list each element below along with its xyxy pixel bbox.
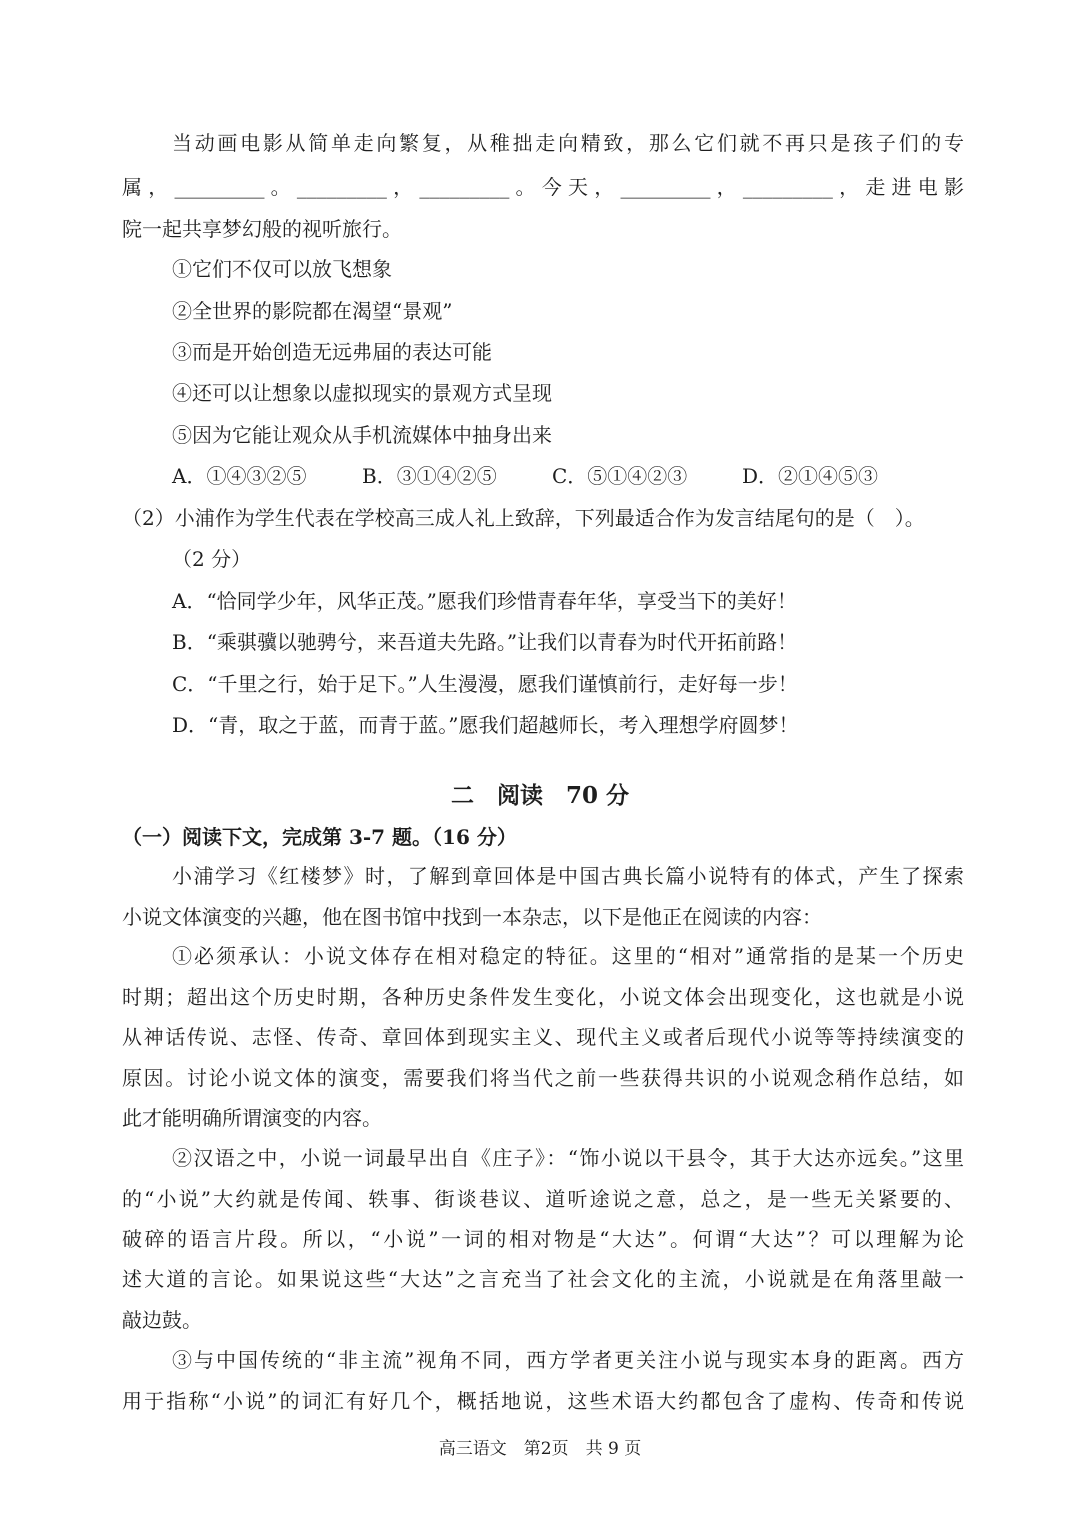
answer-choices — [172, 461, 932, 491]
paragraph-1-line: 时期；超出这个历史时期，各种历史条件发生变化，小说文体会出现变化，这也就是小说 — [122, 985, 964, 1009]
passage-intro-line: 小浦学习《红楼梦》时，了解到章回体是中国古典长篇小说特有的体式，产生了探索 — [172, 864, 964, 888]
fill-blank-line-1: 当动画电影从简单走向繁复，从稚拙走向精致，那么它们就不再只是孩子们的专 — [172, 131, 964, 155]
choice-b: B．③①④②⑤ — [362, 464, 497, 488]
sentence-option: ①它们不仅可以放飞想象 — [172, 257, 392, 281]
sentence-option: ④还可以让想象以虚拟现实的景观方式呈现 — [172, 381, 552, 405]
choice-a: A．①④③②⑤ — [172, 464, 307, 488]
paragraph-2-line: 述大道的言论。如果说这些“大达”之言充当了社会文化的主流，小说就是在角落里敲一 — [122, 1267, 964, 1291]
question-2-option: D．“青，取之于蓝，而青于蓝。”愿我们超越师长，考入理想学府圆梦！ — [172, 713, 799, 737]
paragraph-1-line: 原因。讨论小说文体的演变，需要我们将当代之前一些获得共识的小说观念稍作总结，如 — [122, 1066, 964, 1090]
question-2-score: （2 分） — [172, 547, 252, 571]
section-subtitle: （一）阅读下文，完成第 3-7 题。（16 分） — [122, 825, 517, 849]
fill-blank-line-3: 院一起共享梦幻般的视听旅行。 — [122, 217, 402, 241]
paragraph-2-line: 的“小说”大约就是传闻、轶事、街谈巷议、道听途说之意，总之，是一些无关紧要的、 — [122, 1187, 964, 1211]
choice-d: D．②①④⑤③ — [742, 464, 879, 488]
page-footer: 高三语文 第2页 共 9 页 — [438, 1439, 642, 1459]
paragraph-2-line: ②汉语之中，小说一词最早出自《庄子》：“饰小说以干县令，其于大达亦远矣。”这里 — [172, 1146, 964, 1170]
paragraph-2-line: 破碎的语言片段。所以，“小说”一词的相对物是“大达”。何谓“大达”？可以理解为论 — [122, 1227, 964, 1251]
section-title: 二 阅读 70 分 — [450, 782, 629, 809]
fill-blank-line-2: 属，_________。_________，_________。今天，_________，_________，走进电影 — [122, 175, 964, 199]
passage-intro-line: 小说文体演变的兴趣，他在图书馆中找到一本杂志，以下是他正在阅读的内容： — [122, 905, 822, 929]
sentence-option: ②全世界的影院都在渴望“景观” — [172, 299, 453, 323]
paragraph-3-line: 用于指称“小说”的词汇有好几个，概括地说，这些术语大约都包含了虚构、传奇和传说 — [122, 1389, 964, 1413]
sentence-option: ③而是开始创造无远弗届的表达可能 — [172, 340, 492, 364]
question-2-option: C．“千里之行，始于足下。”人生漫漫，愿我们谨慎前行，走好每一步！ — [172, 672, 798, 696]
question-2-option: A．“恰同学少年，风华正茂。”愿我们珍惜青春年华，享受当下的美好！ — [172, 589, 797, 613]
paragraph-1-line: 此才能明确所谓演变的内容。 — [122, 1106, 382, 1130]
paragraph-1-line: 从神话传说、志怪、传奇、章回体到现实主义、现代主义或者后现代小说等等持续演变的 — [122, 1025, 964, 1049]
paragraph-1-line: ①必须承认：小说文体存在相对稳定的特征。这里的“相对”通常指的是某一个历史 — [172, 944, 964, 968]
sentence-option: ⑤因为它能让观众从手机流媒体中抽身出来 — [172, 423, 552, 447]
choice-c: C．⑤①④②③ — [552, 464, 688, 488]
paragraph-3-line: ③与中国传统的“非主流”视角不同，西方学者更关注小说与现实本身的距离。西方 — [172, 1348, 964, 1372]
question-2-stem: （2）小浦作为学生代表在学校高三成人礼上致辞，下列最适合作为发言结尾句的是（ ）。 — [122, 506, 925, 530]
question-2-option: B．“乘骐骥以驰骋兮，来吾道夫先路。”让我们以青春为时代开拓前路！ — [172, 630, 798, 654]
paragraph-2-line: 敲边鼓。 — [122, 1308, 202, 1332]
